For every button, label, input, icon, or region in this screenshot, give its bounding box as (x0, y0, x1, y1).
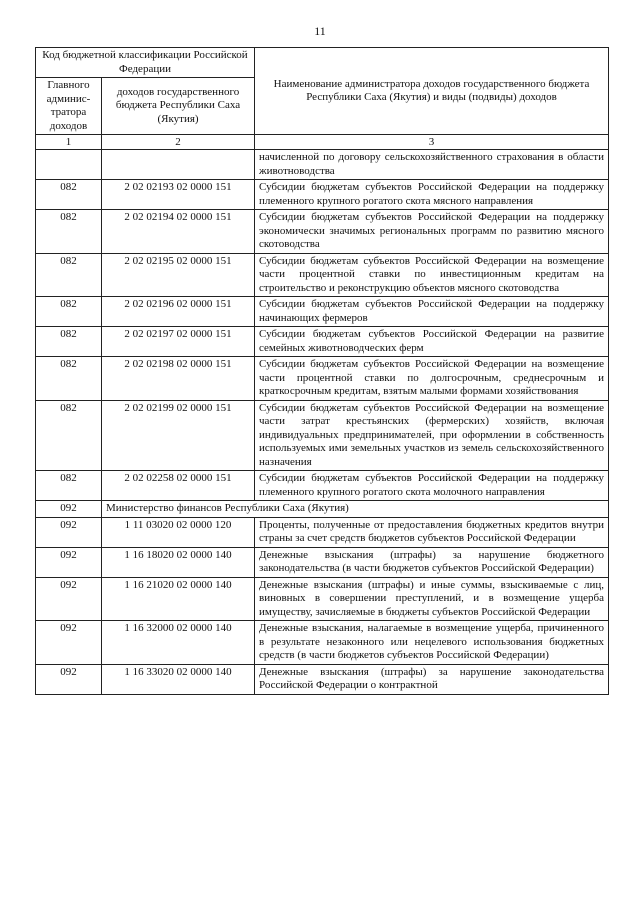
income-code: 1 16 18020 02 0000 140 (102, 547, 255, 577)
admin-code: 082 (36, 357, 102, 401)
header-group-title: Код бюджетной классификации Российской Федерации (36, 48, 255, 78)
admin-code: 092 (36, 547, 102, 577)
column-number-1: 1 (36, 135, 102, 150)
table-row (36, 664, 609, 694)
income-name: Денежные взыскания (штрафы) и иные суммы, взыскиваемые с лиц, виновных в совершении преступлений, и в возмещение ущерба имуществу, зачисляемые в бюджеты субъектов Российской Федерации (255, 577, 609, 621)
table-row (36, 577, 609, 621)
income-code: 2 02 02195 02 0000 151 (102, 253, 255, 297)
admin-code: 082 (36, 327, 102, 357)
admin-code: 082 (36, 297, 102, 327)
income-name: Субсидии бюджетам субъектов Российской Федерации на возмещение части затрат крестьянских (фермерских) хозяйств, включая индивидуальных предпринимателей, при оформлении в собственность используемых ими земельных участков из земель сельскохозяйственного назначения (255, 400, 609, 471)
admin-code: 092 (36, 664, 102, 694)
section-row (36, 501, 609, 518)
income-code: 1 16 32000 02 0000 140 (102, 621, 255, 665)
table-row (36, 180, 609, 210)
income-code: 2 02 02193 02 0000 151 (102, 180, 255, 210)
table-row (36, 547, 609, 577)
admin-code: 092 (36, 577, 102, 621)
income-name: Субсидии бюджетам субъектов Российской Федерации на поддержку экономически значимых региональных программ по развитию мясного скотоводства (255, 210, 609, 254)
table-row (36, 210, 609, 254)
income-name: Субсидии бюджетам субъектов Российской Федерации на поддержку племенного крупного рогатого скота молочного направления (255, 471, 609, 501)
admin-code: 092 (36, 517, 102, 547)
income-code: 1 16 21020 02 0000 140 (102, 577, 255, 621)
header-col3: Наименование администратора доходов государственного бюджета Республики Саха (Якутия) и виды (подвиды) доходов (255, 48, 609, 135)
table-row (36, 327, 609, 357)
table-row (36, 471, 609, 501)
income-code: 2 02 02197 02 0000 151 (102, 327, 255, 357)
table-row (36, 253, 609, 297)
table-row (36, 621, 609, 665)
income-code: 2 02 02196 02 0000 151 (102, 297, 255, 327)
table-row (36, 297, 609, 327)
income-name: Денежные взыскания (штрафы) за нарушение законодательства Российской Федерации о контрактной (255, 664, 609, 694)
income-name: Субсидии бюджетам субъектов Российской Федерации на поддержку племенного крупного рогатого скота мясного направления (255, 180, 609, 210)
admin-code: 082 (36, 210, 102, 254)
income-code: 2 02 02194 02 0000 151 (102, 210, 255, 254)
income-code: 2 02 02198 02 0000 151 (102, 357, 255, 401)
section-admin-code: 092 (36, 501, 102, 518)
table-row (36, 517, 609, 547)
page-number: 11 (314, 24, 326, 38)
income-name: Субсидии бюджетам субъектов Российской Федерации на возмещение части процентной ставки по долгосрочным, среднесрочным и краткосрочным кредитам, взятым малыми формами хозяйствования (255, 357, 609, 401)
table-row (36, 357, 609, 401)
admin-code: 082 (36, 253, 102, 297)
admin-code: 082 (36, 471, 102, 501)
admin-code: 082 (36, 180, 102, 210)
income-name: Денежные взыскания, налагаемые в возмещение ущерба, причиненного в результате незаконного или нецелевого использования бюджетных средств (в части бюджетов субъектов Российской Федерации) (255, 621, 609, 665)
admin-code: 082 (36, 400, 102, 471)
income-code (102, 150, 255, 180)
header-col2: доходов государственного бюджета Республики Саха (Якутия) (102, 78, 255, 135)
income-name: Субсидии бюджетам субъектов Российской Федерации на возмещение части процентной ставки по инвестиционным кредитам на строительство и реконструкцию объектов мясного скотоводства (255, 253, 609, 297)
column-number-2: 2 (102, 135, 255, 150)
header-col1: Главного админис-тратора доходов (36, 78, 102, 135)
table-row (36, 150, 609, 180)
income-name: Денежные взыскания (штрафы) за нарушение бюджетного законодательства (в части бюджетов субъектов Российской Федерации) (255, 547, 609, 577)
column-number-3: 3 (255, 135, 609, 150)
table-row (36, 400, 609, 471)
admin-code: 092 (36, 621, 102, 665)
budget-classification-table (35, 47, 609, 695)
income-name: Проценты, полученные от предоставления бюджетных кредитов внутри страны за счет средств бюджетов субъектов Российской Федерации (255, 517, 609, 547)
admin-code (36, 150, 102, 180)
section-title: Министерство финансов Республики Саха (Якутия) (102, 501, 609, 518)
income-code: 2 02 02258 02 0000 151 (102, 471, 255, 501)
income-name: начисленной по договору сельскохозяйственного страхования в области животноводства (255, 150, 609, 180)
income-name: Субсидии бюджетам субъектов Российской Федерации на развитие семейных животноводческих ферм (255, 327, 609, 357)
income-name: Субсидии бюджетам субъектов Российской Федерации на поддержку начинающих фермеров (255, 297, 609, 327)
income-code: 1 11 03020 02 0000 120 (102, 517, 255, 547)
income-code: 2 02 02199 02 0000 151 (102, 400, 255, 471)
income-code: 1 16 33020 02 0000 140 (102, 664, 255, 694)
